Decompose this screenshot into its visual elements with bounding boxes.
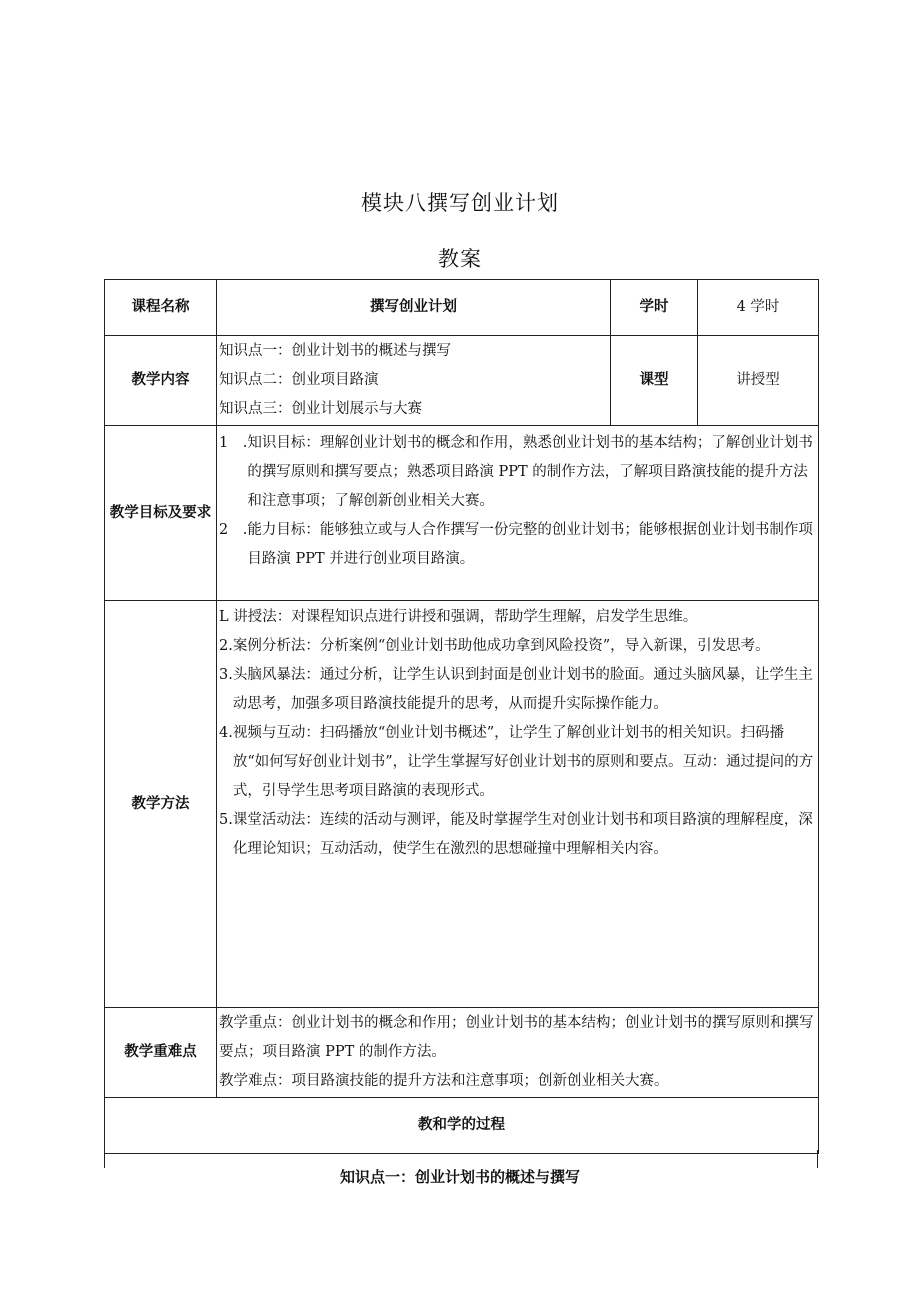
methods-row: [105, 601, 819, 1008]
method-number: 3.: [219, 667, 233, 683]
objectives-row: [105, 426, 819, 601]
method-text: 案例分析法：分析案例“创业计划书助他成功拿到风险投资”，导入新课，引发思考。: [232, 638, 770, 654]
objective-text: 能力目标：能够独立或与人合作撰写一份完整的创业计划书；能够根据创业计划书制作项目路演 PPT 并进行创业项目路演。: [247, 522, 813, 567]
content-row: [105, 336, 819, 426]
method-number: L: [219, 609, 234, 625]
content-label: 教学内容: [105, 336, 217, 426]
hours-label: 学时: [611, 280, 698, 336]
objective-number: 1 .: [219, 435, 248, 451]
content-item: 知识点二：创业项目路演: [219, 372, 379, 388]
objectives-label: 教学目标及要求: [105, 426, 217, 601]
keypoints-label: 教学重难点: [105, 1008, 217, 1098]
method-item: [219, 719, 816, 806]
course-name-value: 撰写创业计划: [217, 280, 611, 336]
objectives-content: [217, 426, 819, 601]
class-type-label: 课型: [611, 336, 698, 426]
method-item: [219, 632, 816, 661]
lesson-plan-table: [104, 279, 819, 1154]
process-row: [105, 1098, 819, 1154]
content-items: [217, 336, 611, 426]
objective-text: 知识目标：理解创业计划书的概念和作用，熟悉创业计划书的基本结构；了解创业计划书的撰写原则和撰写要点；熟悉项目路演 PPT 的制作方法，了解项目路演技能的提升方法和注意事项；了解创新创业相关大赛。: [247, 435, 813, 509]
method-number: 4.: [219, 725, 233, 741]
method-number: 5.: [219, 812, 233, 828]
objective-number: 2 .: [219, 522, 248, 538]
method-text: 讲授法：对课程知识点进行讲授和强调，帮助学生理解，启发学生思维。: [233, 609, 698, 625]
method-text: 视频与互动：扫码播放“创业计划书概述”，让学生了解创业计划书的相关知识。扫码播放“如何写好创业计划书”，让学生掌握写好创业计划书的原则和要点。互动：通过提问的方式，引导学生思考项目路演的表现形式。: [232, 725, 814, 799]
method-item: [219, 603, 816, 632]
course-row: [105, 280, 819, 336]
keypoints-content: [217, 1008, 819, 1098]
process-label: 教和学的过程: [105, 1098, 819, 1154]
method-item: [219, 661, 816, 719]
key-focus: 教学重点：创业计划书的概念和作用；创业计划书的基本结构；创业计划书的撰写原则和撰写要点；项目路演 PPT 的制作方法。: [219, 1015, 814, 1060]
key-difficulty: 教学难点：项目路演技能的提升方法和注意事项；创新创业相关大赛。: [219, 1073, 669, 1089]
methods-label: 教学方法: [105, 601, 217, 1008]
objective-item: [219, 429, 816, 516]
method-item: [219, 806, 816, 864]
content-item: 知识点三：创业计划展示与大赛: [219, 401, 422, 417]
objective-item: [219, 516, 816, 574]
methods-content: [217, 601, 819, 1008]
method-text: 头脑风暴法：通过分析，让学生认识到封面是创业计划书的脸面。通过头脑风暴，让学生主动思考，加强多项目路演技能提升的思考，从而提升实际操作能力。: [232, 667, 813, 712]
method-number: 2.: [219, 638, 233, 654]
content-item: 知识点一：创业计划书的概述与撰写: [219, 343, 451, 359]
knowledge-point-1-heading: 知识点一：创业计划书的概述与撰写: [339, 1168, 580, 1186]
document-title: 模块八撰写创业计划: [361, 191, 559, 215]
keypoints-row: [105, 1008, 819, 1098]
document-subtitle: 教案: [438, 247, 482, 271]
method-text: 课堂活动法：连续的活动与测评，能及时掌握学生对创业计划书和项目路演的理解程度，深化理论知识；互动活动，使学生在激烈的思想碰撞中理解相关内容。: [232, 812, 813, 857]
course-name-label: 课程名称: [105, 280, 217, 336]
class-type-value: 讲授型: [698, 336, 819, 426]
hours-value: 4 学时: [698, 280, 819, 336]
